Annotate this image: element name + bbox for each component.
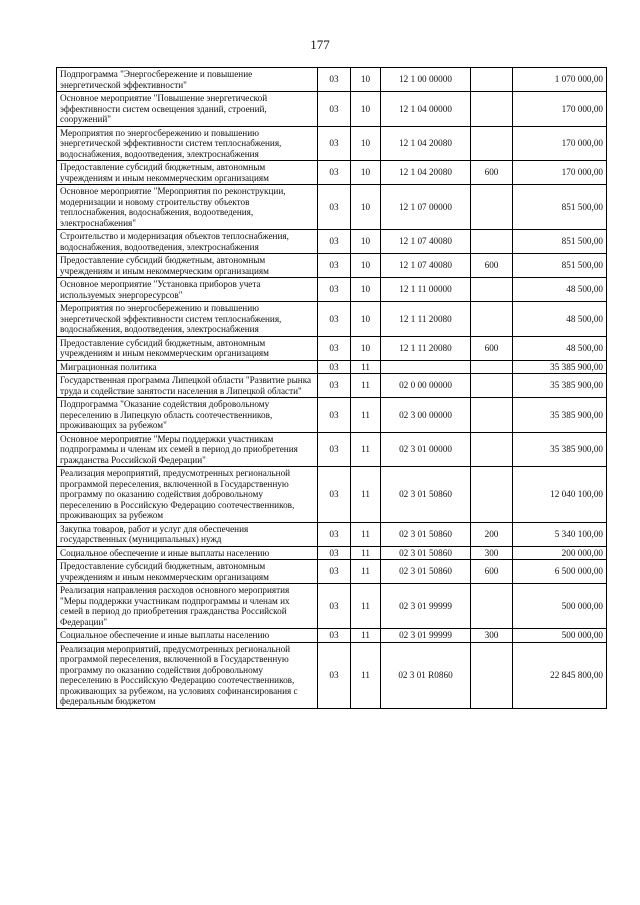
section-code-cell: 03: [318, 336, 351, 360]
table-row: [57, 642, 607, 708]
expense-type-cell: [471, 374, 513, 398]
expense-type-cell: 600: [471, 336, 513, 360]
expense-name-cell: Реализация мероприятий, предусмотренных региональной программой переселения, включенной в Государственную программу по оказанию содействия добровольному переселению в Российскую Федерацию соотечественников, проживающих за рубежом: [57, 467, 318, 523]
expense-type-cell: [471, 126, 513, 161]
table-row: [57, 522, 607, 546]
expense-type-cell: [471, 398, 513, 433]
expense-name-cell: Основное мероприятие "Установка приборов учета используемых энергоресурсов": [57, 278, 318, 302]
section-code-cell: 03: [318, 467, 351, 523]
subsection-code-cell: 11: [351, 432, 381, 467]
expense-name-cell: Основное мероприятие "Меры поддержки участникам подпрограммы и членам их семей в период до приобретения гражданства Российской Федерации": [57, 432, 318, 467]
expense-name-cell: Мероприятия по энергосбережению и повышению энергетической эффективности систем теплоснабжения, водоснабжения, водоотведения, электроснабжения: [57, 126, 318, 161]
section-code-cell: 03: [318, 302, 351, 337]
target-article-cell: 12 1 07 40080: [381, 254, 471, 278]
amount-cell: 170 000,00: [513, 126, 607, 161]
expense-name-cell: Строительство и модернизация объектов теплоснабжения, водоснабжения, водоотведения, электроснабжения: [57, 230, 318, 254]
table-row: [57, 398, 607, 433]
expense-type-cell: 200: [471, 522, 513, 546]
expense-type-cell: [471, 92, 513, 127]
section-code-cell: 03: [318, 68, 351, 92]
amount-cell: 48 500,00: [513, 278, 607, 302]
expense-name-cell: Государственная программа Липецкой области "Развитие рынка труда и содействие занятости населения в Липецкой области": [57, 374, 318, 398]
subsection-code-cell: 11: [351, 560, 381, 584]
expense-name-cell: Предоставление субсидий бюджетным, автономным учреждениям и иным некоммерческим организациям: [57, 560, 318, 584]
expense-name-cell: Основное мероприятие "Повышение энергетической эффективности систем освещения зданий, строений, сооружений": [57, 92, 318, 127]
subsection-code-cell: 11: [351, 629, 381, 643]
subsection-code-cell: 10: [351, 185, 381, 230]
expense-name-cell: Реализация мероприятий, предусмотренных региональной программой переселения, включенной в Государственную программу по оказанию содействия добровольному переселению в Российскую Федерацию соотечественников, проживающих за рубежом, на условиях софинансирования с федеральным бюджетом: [57, 642, 318, 708]
target-article-cell: 02 3 00 00000: [381, 398, 471, 433]
amount-cell: 35 385 900,00: [513, 398, 607, 433]
table-row: [57, 185, 607, 230]
subsection-code-cell: 11: [351, 360, 381, 374]
target-article-cell: 02 3 01 00000: [381, 432, 471, 467]
table-row: [57, 360, 607, 374]
subsection-code-cell: 10: [351, 68, 381, 92]
section-code-cell: 03: [318, 522, 351, 546]
amount-cell: 35 385 900,00: [513, 432, 607, 467]
table-row: [57, 546, 607, 560]
expense-name-cell: Основное мероприятие "Мероприятия по реконструкции, модернизации и новому строительству объектов теплоснабжения, водоснабжения, водоотведения, электроснабжения": [57, 185, 318, 230]
expense-name-cell: Подпрограмма "Оказание содействия добровольному переселению в Липецкую область соотечественников, проживающих за рубежом": [57, 398, 318, 433]
table-row: [57, 68, 607, 92]
section-code-cell: 03: [318, 398, 351, 433]
table-row: [57, 584, 607, 629]
amount-cell: 851 500,00: [513, 254, 607, 278]
subsection-code-cell: 10: [351, 302, 381, 337]
page-number: 177: [310, 37, 330, 52]
subsection-code-cell: 11: [351, 522, 381, 546]
target-article-cell: 12 1 04 20080: [381, 126, 471, 161]
expense-type-cell: 600: [471, 560, 513, 584]
amount-cell: 1 070 000,00: [513, 68, 607, 92]
expense-name-cell: Социальное обеспечение и иные выплаты населению: [57, 629, 318, 643]
amount-cell: 5 340 100,00: [513, 522, 607, 546]
target-article-cell: 12 1 04 20080: [381, 161, 471, 185]
section-code-cell: 03: [318, 230, 351, 254]
section-code-cell: 03: [318, 629, 351, 643]
table-row: [57, 467, 607, 523]
subsection-code-cell: 11: [351, 398, 381, 433]
subsection-code-cell: 10: [351, 126, 381, 161]
section-code-cell: 03: [318, 278, 351, 302]
subsection-code-cell: 10: [351, 230, 381, 254]
amount-cell: 200 000,00: [513, 546, 607, 560]
table-row: [57, 432, 607, 467]
subsection-code-cell: 11: [351, 642, 381, 708]
section-code-cell: 03: [318, 126, 351, 161]
table-row: [57, 374, 607, 398]
amount-cell: 35 385 900,00: [513, 360, 607, 374]
table-row: [57, 161, 607, 185]
amount-cell: 35 385 900,00: [513, 374, 607, 398]
table-row: [57, 560, 607, 584]
subsection-code-cell: 11: [351, 467, 381, 523]
amount-cell: 22 845 800,00: [513, 642, 607, 708]
expense-name-cell: Подпрограмма "Энергосбережение и повышение энергетической эффективности": [57, 68, 318, 92]
table-row: [57, 629, 607, 643]
section-code-cell: 03: [318, 432, 351, 467]
subsection-code-cell: 11: [351, 374, 381, 398]
table-row: [57, 278, 607, 302]
subsection-code-cell: 10: [351, 161, 381, 185]
target-article-cell: 02 3 01 99999: [381, 629, 471, 643]
section-code-cell: 03: [318, 185, 351, 230]
table-row: [57, 126, 607, 161]
target-article-cell: 12 1 07 40080: [381, 230, 471, 254]
amount-cell: 500 000,00: [513, 629, 607, 643]
target-article-cell: 12 1 11 00000: [381, 278, 471, 302]
amount-cell: 851 500,00: [513, 230, 607, 254]
expense-name-cell: Предоставление субсидий бюджетным, автономным учреждениям и иным некоммерческим организациям: [57, 336, 318, 360]
expense-type-cell: [471, 584, 513, 629]
expense-type-cell: 300: [471, 546, 513, 560]
target-article-cell: 02 3 01 99999: [381, 584, 471, 629]
amount-cell: 170 000,00: [513, 161, 607, 185]
target-article-cell: 02 3 01 50860: [381, 546, 471, 560]
expense-type-cell: [471, 467, 513, 523]
expense-name-cell: Предоставление субсидий бюджетным, автономным учреждениям и иным некоммерческим организациям: [57, 161, 318, 185]
target-article-cell: 02 3 01 50860: [381, 467, 471, 523]
expense-type-cell: [471, 302, 513, 337]
expense-type-cell: [471, 360, 513, 374]
target-article-cell: 12 1 04 00000: [381, 92, 471, 127]
budget-table: [56, 67, 607, 709]
target-article-cell: 02 3 01 R0860: [381, 642, 471, 708]
expense-type-cell: 600: [471, 254, 513, 278]
budget-table-body: [57, 68, 607, 709]
section-code-cell: 03: [318, 360, 351, 374]
expense-name-cell: Мероприятия по энергосбережению и повышению энергетической эффективности систем теплоснабжения, водоснабжения, водоотведения, электроснабжения: [57, 302, 318, 337]
target-article-cell: 02 3 01 50860: [381, 522, 471, 546]
target-article-cell: [381, 360, 471, 374]
amount-cell: 48 500,00: [513, 336, 607, 360]
subsection-code-cell: 11: [351, 584, 381, 629]
table-row: [57, 336, 607, 360]
subsection-code-cell: 10: [351, 92, 381, 127]
expense-name-cell: Миграционная политика: [57, 360, 318, 374]
expense-name-cell: Социальное обеспечение и иные выплаты населению: [57, 546, 318, 560]
expense-type-cell: [471, 278, 513, 302]
target-article-cell: 12 1 11 20080: [381, 336, 471, 360]
expense-name-cell: Реализация направления расходов основного мероприятия "Меры поддержки участникам подпрограммы и членам их семей в период до приобретения гражданства Российской Федерации": [57, 584, 318, 629]
expense-type-cell: 600: [471, 161, 513, 185]
expense-type-cell: [471, 642, 513, 708]
target-article-cell: 12 1 11 20080: [381, 302, 471, 337]
section-code-cell: 03: [318, 642, 351, 708]
expense-type-cell: [471, 185, 513, 230]
table-row: [57, 230, 607, 254]
table-row: [57, 254, 607, 278]
subsection-code-cell: 10: [351, 336, 381, 360]
subsection-code-cell: 11: [351, 546, 381, 560]
table-row: [57, 302, 607, 337]
section-code-cell: 03: [318, 546, 351, 560]
target-article-cell: 02 0 00 00000: [381, 374, 471, 398]
section-code-cell: 03: [318, 584, 351, 629]
target-article-cell: 12 1 07 00000: [381, 185, 471, 230]
target-article-cell: 12 1 00 00000: [381, 68, 471, 92]
section-code-cell: 03: [318, 374, 351, 398]
amount-cell: 170 000,00: [513, 92, 607, 127]
table-row: [57, 92, 607, 127]
section-code-cell: 03: [318, 161, 351, 185]
section-code-cell: 03: [318, 254, 351, 278]
amount-cell: 12 040 100,00: [513, 467, 607, 523]
subsection-code-cell: 10: [351, 278, 381, 302]
section-code-cell: 03: [318, 92, 351, 127]
amount-cell: 48 500,00: [513, 302, 607, 337]
expense-type-cell: 300: [471, 629, 513, 643]
amount-cell: 500 000,00: [513, 584, 607, 629]
expense-type-cell: [471, 68, 513, 92]
expense-name-cell: Закупка товаров, работ и услуг для обеспечения государственных (муниципальных) нужд: [57, 522, 318, 546]
expense-type-cell: [471, 432, 513, 467]
amount-cell: 851 500,00: [513, 185, 607, 230]
subsection-code-cell: 10: [351, 254, 381, 278]
target-article-cell: 02 3 01 50860: [381, 560, 471, 584]
expense-name-cell: Предоставление субсидий бюджетным, автономным учреждениям и иным некоммерческим организациям: [57, 254, 318, 278]
expense-type-cell: [471, 230, 513, 254]
section-code-cell: 03: [318, 560, 351, 584]
amount-cell: 6 500 000,00: [513, 560, 607, 584]
